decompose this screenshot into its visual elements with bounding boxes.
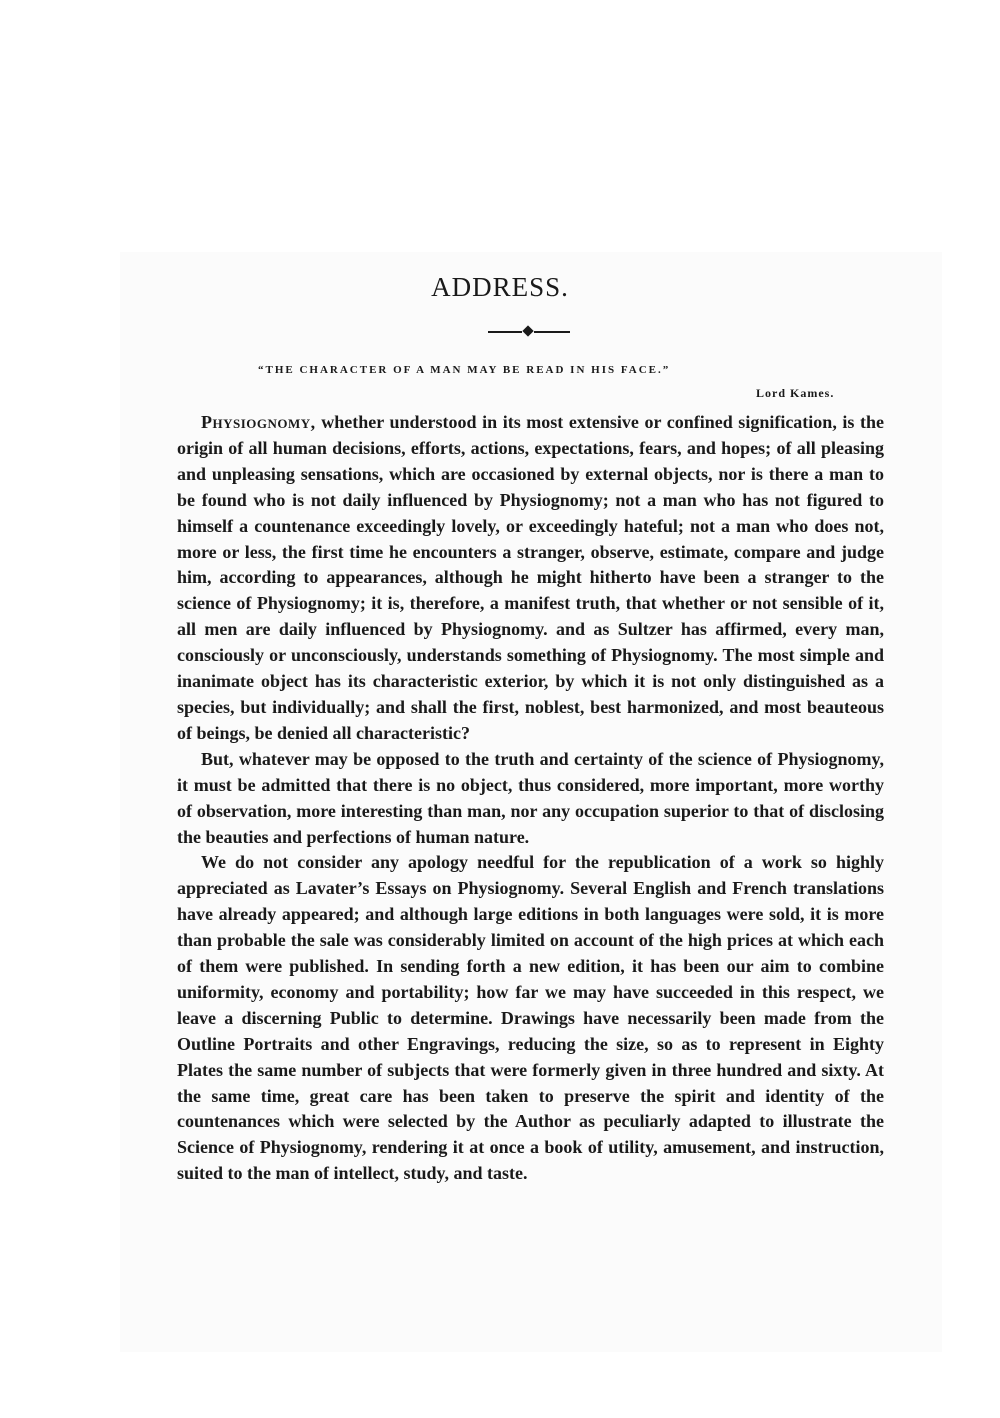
epigraph-quote: “THE CHARACTER OF A MAN MAY BE READ IN HIS FACE.” [258,364,671,376]
paragraph-1 [177,410,884,747]
paragraph-3 [177,850,884,1187]
paragraph-3-text: We do not consider any apology needful for the republication of a work so highly appreciated as Lavater’s Essays on Physiognomy. Several English and French translations have already appeared; and although large editions in both languages were sold, it is more than probable the sale was considerably limited on account of the high prices at which each of them were published. In sending forth a new edition, it has been our aim to combine uniformity, economy and portability; how far we may have succeeded in this respect, we leave a discerning Public to determine. Drawings have necessarily been made from the Outline Portraits and other Engravings, reducing the size, so as to represent in Eighty Plates the same number of subjects that were formerly given in three hundred and sixty. At the same time, great care has been taken to preserve the spirit and identity of the countenances which were selected by the Author as peculiarly adapted to illustrate the Science of Physiognomy, rendering it at once a book of utility, amusement, and instruction, suited to the man of intellect, study, and taste. [177,852,884,1184]
paragraph-2 [177,747,884,851]
page-title: ADDRESS. [431,272,569,302]
body-text [177,410,884,1187]
ornament-rule-right [534,331,570,333]
epigraph-attribution: Lord Kames. [756,386,835,400]
paragraph-1-text: whether understood in its most extensive or confined signification, is the origin of all human decisions, efforts, actions, expectations, fears, and hopes; of all pleasing and unpleasing sensations, which are occasioned by external objects, nor is there a man to be found who is not daily influenced by Physiognomy; not a man who has not figured to himself a countenance exceedingly lovely, or exceedingly hateful; not a man who does not, more or less, the first time he encounters a stranger, observe, estimate, compare and judge him, according to appearances, although he might hitherto have been a stranger to the science of Physiognomy; it is, therefore, a manifest truth, that whether or not sensible of it, all men are daily influenced by Physiognomy. and as Sultzer has affirmed, every man, consciously or unconsciously, understands something of Physiognomy. The most simple and inanimate object has its characteristic exterior, by which it is not only distinguished as a species, but individually; and shall the first, noblest, best harmonized, and most beauteous of beings, be denied all characteristic? [177,412,884,743]
ornament-rule-left [488,331,522,333]
lead-word: Physiognomy, [201,412,316,432]
paragraph-2-text: But, whatever may be opposed to the truth and certainty of the science of Physiognomy, it must be admitted that there is no object, thus considered, more important, more worthy of observation, more interesting than man, nor any occupation superior to that of disclosing the beauties and perfections of human nature. [177,748,884,847]
diamond-icon [522,325,533,336]
title-ornament [488,326,570,338]
